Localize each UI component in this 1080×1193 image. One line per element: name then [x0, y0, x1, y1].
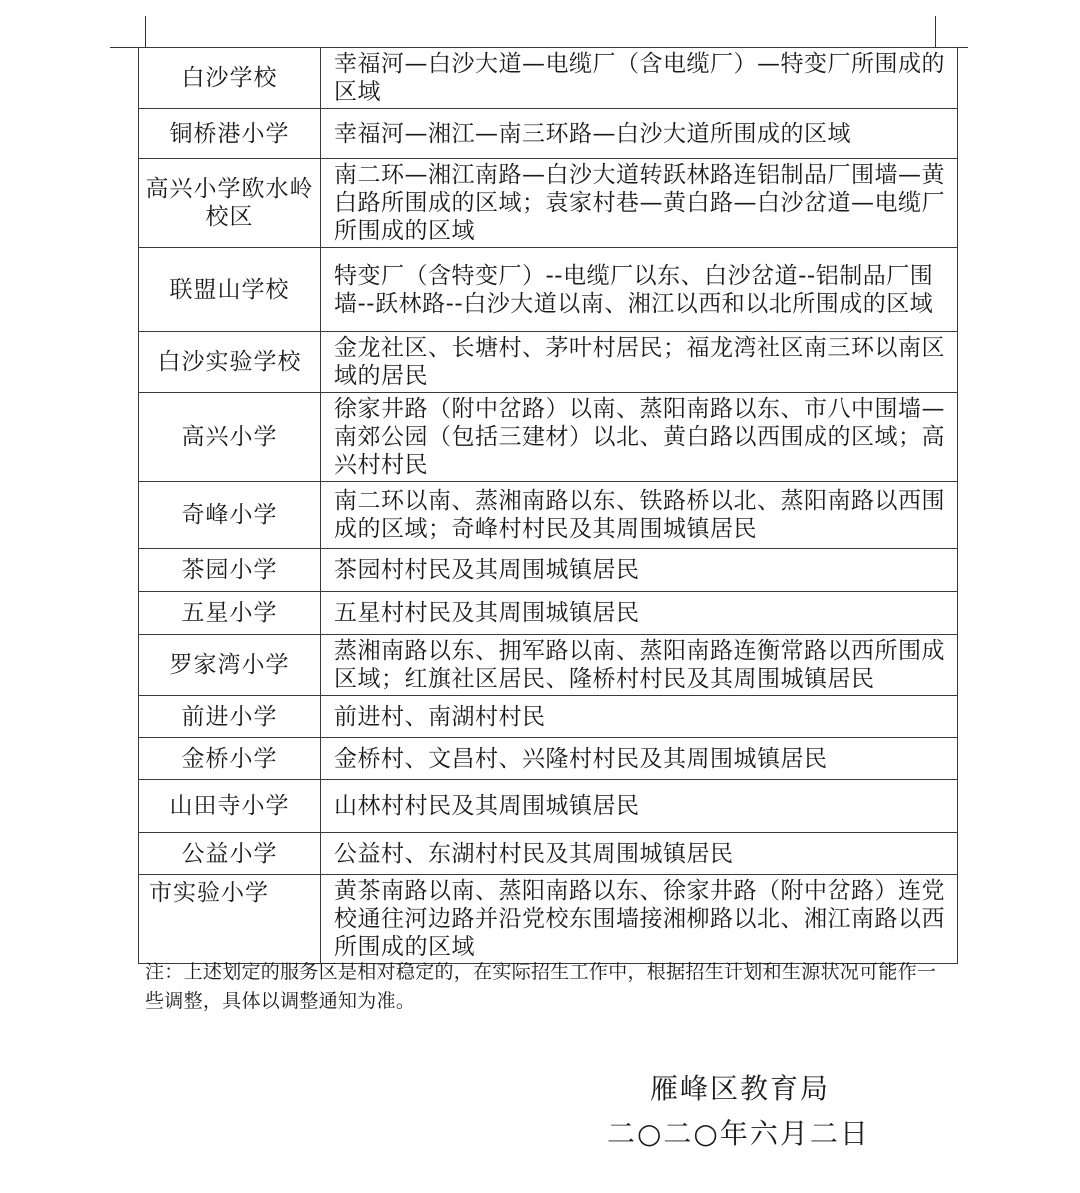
- zone-description: 公益村、东湖村村民及其周围城镇居民: [321, 833, 958, 875]
- school-name: 市实验小学: [139, 875, 321, 964]
- school-name: 高兴小学欧水岭校区: [139, 159, 321, 248]
- crop-line-right: [935, 16, 936, 48]
- zone-description: 金龙社区、长塘村、茅叶村居民；福龙湾社区南三环以南区域的居民: [321, 332, 958, 393]
- school-name: 白沙实验学校: [139, 332, 321, 393]
- zone-description: 幸福河—湘江—南三环路—白沙大道所围成的区域: [321, 109, 958, 159]
- school-name: 奇峰小学: [139, 482, 321, 549]
- zone-description: 蒸湘南路以东、拥军路以南、蒸阳南路连衡常路以西所围成区域；红旗社区居民、隆桥村村民及其周围城镇居民: [321, 635, 958, 696]
- school-name: 白沙学校: [139, 48, 321, 109]
- zone-description: 南二环以南、蒸湘南路以东、铁路桥以北、蒸阳南路以西围成的区域；奇峰村村民及其周围城镇居民: [321, 482, 958, 549]
- table-row: [139, 738, 958, 780]
- table-row: [139, 696, 958, 738]
- table-row: [139, 48, 958, 109]
- zone-description: 幸福河—白沙大道—电缆厂（含电缆厂）—特变厂所围成的区域: [321, 48, 958, 109]
- zone-description: 徐家井路（附中岔路）以南、蒸阳南路以东、市八中围墙—南郊公园（包括三建材）以北、黄白路以西围成的区域；高兴村村民: [321, 393, 958, 482]
- zone-description: 五星村村民及其周围城镇居民: [321, 592, 958, 635]
- school-name: 高兴小学: [139, 393, 321, 482]
- school-name: 五星小学: [139, 592, 321, 635]
- zone-description: 特变厂（含特变厂）--电缆厂以东、白沙岔道--铝制品厂围墙--跃林路--白沙大道以南、湘江以西和以北所围成的区域: [321, 248, 958, 332]
- school-name: 茶园小学: [139, 549, 321, 592]
- table-row: [139, 592, 958, 635]
- issuing-authority: 雁峰区教育局: [650, 1072, 831, 1105]
- zone-description: 黄茶南路以南、蒸阳南路以东、徐家井路（附中岔路）连党校通往河边路并沿党校东围墙接湘柳路以北、湘江南路以西所围成的区域: [321, 875, 958, 964]
- school-name: 前进小学: [139, 696, 321, 738]
- school-name: 铜桥港小学: [139, 109, 321, 159]
- zone-description: 山林村村民及其周围城镇居民: [321, 780, 958, 833]
- school-name: 金桥小学: [139, 738, 321, 780]
- school-name: 公益小学: [139, 833, 321, 875]
- table-row: [139, 109, 958, 159]
- zone-description: 前进村、南湖村村民: [321, 696, 958, 738]
- school-name: 山田寺小学: [139, 780, 321, 833]
- table-row: [139, 833, 958, 875]
- table-row: [139, 875, 958, 964]
- table-row: [139, 159, 958, 248]
- zone-description: 南二环—湘江南路—白沙大道转跃林路连铝制品厂围墙—黄白路所围成的区域；袁家村巷—黄白路—白沙岔道—电缆厂所围成的区域: [321, 159, 958, 248]
- table-row: [139, 482, 958, 549]
- crop-line-left: [145, 16, 146, 48]
- table-row: [139, 393, 958, 482]
- zone-description: 金桥村、文昌村、兴隆村村民及其周围城镇居民: [321, 738, 958, 780]
- school-name: 联盟山学校: [139, 248, 321, 332]
- footnote: 注：上述划定的服务区是相对稳定的，在实际招生工作中，根据招生计划和生源状况可能作一些调整，具体以调整通知为准。: [145, 961, 937, 1012]
- table-row: [139, 780, 958, 833]
- table-row: [139, 549, 958, 592]
- table-row: [139, 635, 958, 696]
- zone-description: 茶园村村民及其周围城镇居民: [321, 549, 958, 592]
- school-name: 罗家湾小学: [139, 635, 321, 696]
- table-row: [139, 248, 958, 332]
- school-zone-table: [138, 47, 958, 964]
- table-row: [139, 332, 958, 393]
- issue-date: 二○二○年六月二日: [607, 1117, 870, 1150]
